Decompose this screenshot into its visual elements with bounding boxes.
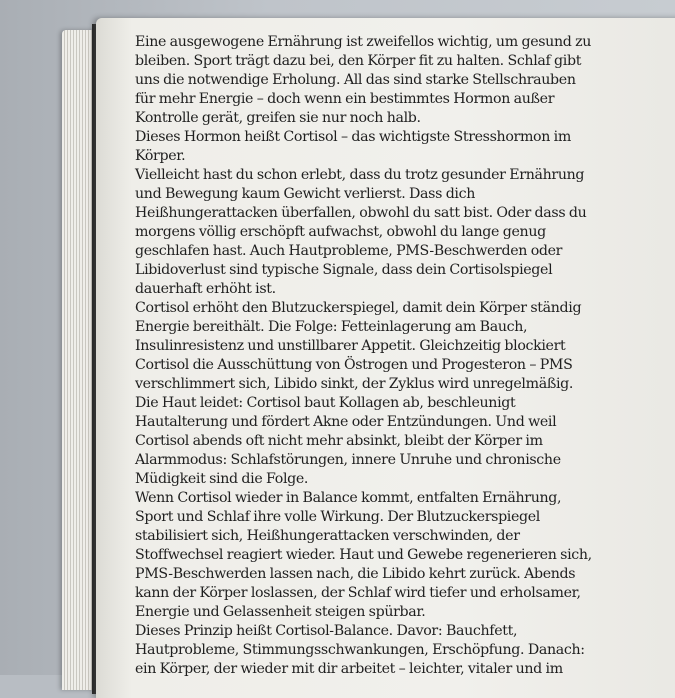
paragraph-2: Dieses Hormon heißt Cortisol – das wichtigste Stresshormon im Körper. [135, 129, 571, 164]
paragraph-7: Dieses Prinzip heißt Cortisol-Balance. Davor: Bauchfett, Hautprobleme, Stimmungsschwankungen, Erschöpfung. Danach: ein Körper, der wieder mit dir arbeitet – leichter, vitaler und im [135, 623, 585, 677]
paragraph-3: Vielleicht hast du schon erlebt, dass du trotz gesunder Ernährung und Bewegung kaum Gewicht verlierst. Dass dich Heißhungerattacken überfallen, obwohl du satt bist. Oder dass du morgens völlig erschöpft aufwachst, obwohl du lange genug geschlafen hast. Auch Hautprobleme, PMS-Beschwerden oder Libidoverlust sind typische Signale, dass dein Cortisolspiegel dauerhaft erhöht ist. [135, 167, 587, 297]
paragraph-6: Wenn Cortisol wieder in Balance kommt, entfalten Ernährung, Sport und Schlaf ihre volle Wirkung. Der Blutzuckerspiegel stabilisiert sich, Heißhungerattacken verschwinden, der Stoffwechsel reagiert wieder. Haut und Gewebe regenerieren sich, PMS-Beschwerden lassen nach, die Libido kehrt zurück. Abends kann der Körper loslassen, der Schlaf wird tiefer und erholsamer, Energie und Gelassenheit steigen spürbar. [135, 490, 592, 620]
paragraph-4: Cortisol erhöht den Blutzuckerspiegel, damit dein Körper ständig Energie bereithält. Die Folge: Fetteinlagerung am Bauch, Insulinresistenz und unstillbarer Appetit. Gleichzeitig blockiert Cortisol die Ausschüttung von Östrogen und Progesteron – PMS verschlimmert sich, Libido sinkt, der Zyklus wird unregelmäßig. [135, 300, 582, 392]
page-text [135, 33, 597, 679]
paragraph-5: Die Haut leidet: Cortisol baut Kollagen ab, beschleunigt Hautalterung und fördert Akne oder Entzündungen. Und weil Cortisol abends oft nicht mehr absinkt, bleibt der Körper im Alarmmodus: Schlafstörungen, innere Unruhe und chronische Müdigkeit sind die Folge. [135, 395, 561, 487]
paragraph-1: Eine ausgewogene Ernährung ist zweifellos wichtig, um gesund zu bleiben. Sport trägt dazu bei, den Körper fit zu halten. Schlaf gibt uns die notwendige Erholung. All das sind starke Stellschrauben für mehr Energie – doch wenn ein bestimmtes Hormon außer Kontrolle gerät, greifen sie nur noch halb. [135, 34, 592, 126]
